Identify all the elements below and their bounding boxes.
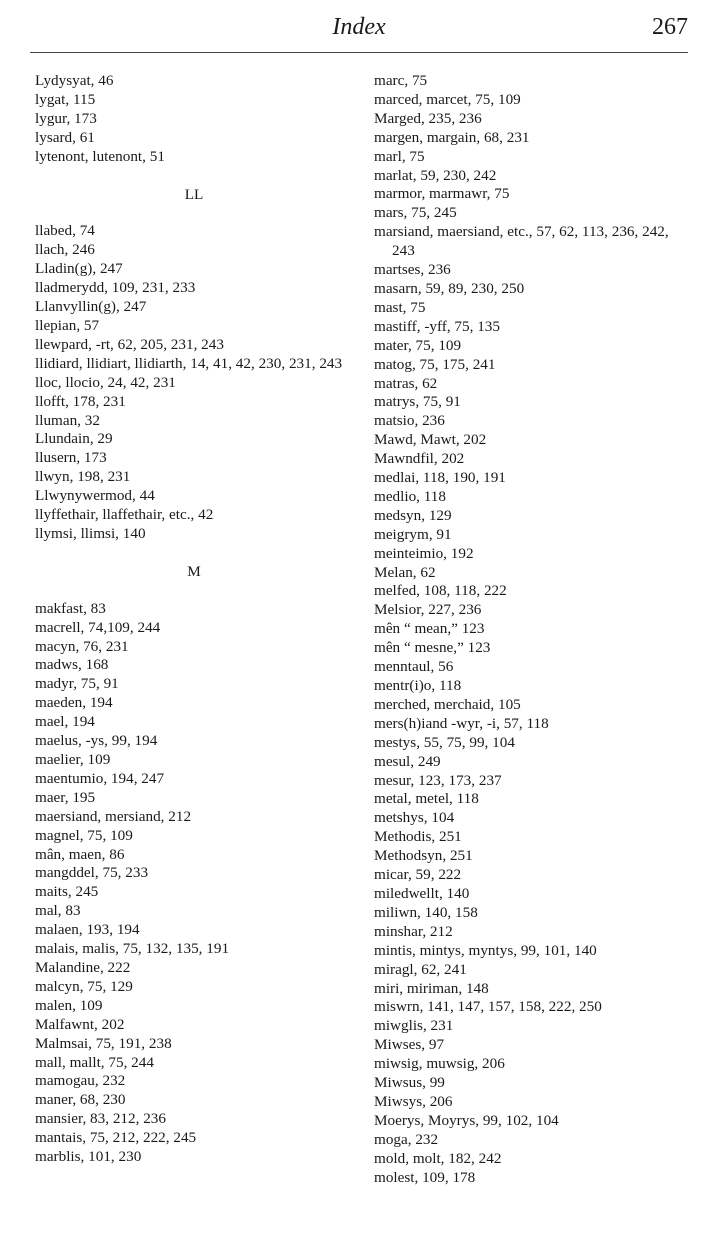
section-heading-m: M (187, 562, 201, 580)
index-entry: mater, 75, 109 (374, 336, 462, 354)
index-entry: marl, 75 (374, 147, 425, 165)
section-heading-ll: LL (184, 185, 204, 203)
index-entry: metshys, 104 (374, 809, 455, 827)
index-entry: matsio, 236 (374, 412, 445, 430)
index-entry: miri, miriman, 148 (374, 979, 489, 997)
index-entry: mên “ mean,” 123 (374, 620, 485, 638)
index-entry: malais, malis, 75, 132, 135, 191 (35, 940, 230, 958)
entry-list-right (374, 72, 694, 1187)
entry-list-ll (35, 222, 353, 543)
index-entry: masarn, 59, 89, 230, 250 (374, 279, 525, 297)
index-entry: meigrym, 91 (374, 525, 452, 543)
page-header (30, 12, 688, 50)
index-entry: llach, 246 (35, 241, 95, 259)
index-entry: macyn, 76, 231 (35, 637, 129, 655)
index-entry: moga, 232 (374, 1130, 439, 1148)
index-entry: molest, 109, 178 (374, 1168, 476, 1186)
index-entry: llofft, 178, 231 (35, 392, 126, 410)
index-entry: maelier, 109 (35, 751, 111, 768)
index-entry: Melan, 62 (374, 563, 436, 581)
index-entry: mesur, 123, 173, 237 (374, 771, 502, 789)
index-entry: Methodis, 251 (374, 828, 462, 846)
index-entry: llusern, 173 (35, 449, 107, 467)
index-entry: Lladin(g), 247 (35, 260, 123, 278)
index-entry: Mawd, Mawt, 202 (374, 431, 487, 449)
index-entry: lytenont, lutenont, 51 (35, 147, 165, 165)
index-entry: mars, 75, 245 (374, 204, 457, 222)
index-entry: malen, 109 (35, 996, 103, 1014)
index-entry: mastiff, -yff, 75, 135 (374, 317, 500, 335)
entry-list-top (35, 72, 353, 167)
index-entry: miragl, 62, 241 (374, 960, 467, 978)
index-entry: madws, 168 (35, 656, 109, 674)
index-entry: marced, marcet, 75, 109 (374, 90, 521, 108)
index-entry: maersiand, mersiand, 212 (35, 807, 192, 825)
index-entry: mên “ mesne,” 123 (374, 639, 491, 657)
index-entry: mân, maen, 86 (35, 845, 125, 863)
index-entry: mall, mallt, 75, 244 (35, 1053, 154, 1071)
index-entry: maelus, -ys, 99, 194 (35, 732, 158, 750)
index-entry: Malandine, 222 (35, 958, 131, 976)
index-column-right (374, 72, 694, 1187)
index-entry: miwsig, muwsig, 206 (374, 1055, 505, 1073)
index-entry: melfed, 108, 118, 222 (374, 582, 507, 600)
index-entry: mast, 75 (374, 298, 426, 316)
index-entry: miliwn, 140, 158 (374, 903, 478, 921)
index-entry: Lydysyat, 46 (35, 72, 114, 89)
index-entry: Malfawnt, 202 (35, 1015, 125, 1033)
index-entry: minshar, 212 (374, 922, 453, 940)
header-rule (30, 52, 688, 53)
index-entry: miswrn, 141, 147, 157, 158, 222, 250 (374, 998, 602, 1016)
index-entry: Malmsai, 75, 191, 238 (35, 1034, 172, 1052)
index-column-left (35, 72, 353, 1167)
index-entry: Llanvyllin(g), 247 (35, 298, 147, 316)
index-entry: meinteimio, 192 (374, 544, 474, 562)
index-entry: llwyn, 198, 231 (35, 468, 131, 486)
index-entry: mansier, 83, 212, 236 (35, 1110, 166, 1128)
index-entry: lygur, 173 (35, 109, 97, 127)
index-entry: marblis, 101, 230 (35, 1148, 142, 1166)
index-entry: llymsi, llimsi, 140 (35, 524, 146, 542)
index-entry: Methodsyn, 251 (374, 847, 473, 865)
index-entry: mold, molt, 182, 242 (374, 1149, 502, 1167)
index-entry: martses, 236 (374, 261, 451, 279)
index-entry: maentumio, 194, 247 (35, 769, 165, 787)
index-entry: marlat, 59, 230, 242 (374, 166, 497, 184)
page-number: 267 (652, 14, 688, 40)
index-entry: menntaul, 56 (374, 658, 454, 676)
index-entry: matog, 75, 175, 241 (374, 355, 496, 373)
index-entry: Melsior, 227, 236 (374, 601, 482, 619)
index-entry: mesul, 249 (374, 752, 441, 770)
index-entry: marmor, marmawr, 75 (374, 185, 510, 203)
index-entry: makfast, 83 (35, 599, 106, 617)
index-entry: llewpard, -rt, 62, 205, 231, 243 (35, 335, 224, 353)
index-entry: llyffethair, llaffethair, etc., 42 (35, 506, 214, 524)
index-entry: lladmerydd, 109, 231, 233 (35, 279, 196, 297)
index-entry: maner, 68, 230 (35, 1091, 126, 1109)
index-entry: miwglis, 231 (374, 1017, 454, 1035)
index-entry: Marged, 235, 236 (374, 109, 482, 127)
index-entry: medlai, 118, 190, 191 (374, 469, 506, 487)
index-entry: maits, 245 (35, 883, 99, 901)
index-entry: llidiard, llidiart, llidiarth, 14, 41, 42, 230, 231, 243 (35, 354, 343, 372)
index-entry: lysard, 61 (35, 128, 95, 146)
index-entry: mestys, 55, 75, 99, 104 (374, 733, 515, 751)
index-entry: mal, 83 (35, 902, 81, 920)
index-entry: lloc, llocio, 24, 42, 231 (35, 373, 176, 391)
index-entry: micar, 59, 222 (374, 866, 462, 884)
index-entry: llepian, 57 (35, 316, 100, 334)
index-entry: magnel, 75, 109 (35, 826, 133, 844)
index-entry: marsiand, maersiand, etc., 57, 62, 113, 236, 242, 243 (374, 223, 669, 260)
index-entry: matras, 62 (374, 374, 438, 392)
index-entry: miledwellt, 140 (374, 884, 470, 902)
index-entry: mintis, mintys, myntys, 99, 101, 140 (374, 941, 597, 959)
index-entry: mamogau, 232 (35, 1072, 126, 1090)
index-entry: marc, 75 (374, 72, 428, 89)
index-entry: lluman, 32 (35, 411, 100, 429)
index-entry: Moerys, Moyrys, 99, 102, 104 (374, 1111, 559, 1129)
index-entry: lygat, 115 (35, 90, 96, 108)
index-entry: llabed, 74 (35, 222, 95, 240)
index-entry: merched, merchaid, 105 (374, 695, 521, 713)
index-entry: malaen, 193, 194 (35, 921, 140, 939)
index-entry: mael, 194 (35, 713, 95, 731)
index-entry: mangddel, 75, 233 (35, 864, 149, 882)
index-entry: Mawndfil, 202 (374, 450, 465, 468)
index-entry: margen, margain, 68, 231 (374, 128, 530, 146)
index-entry: Miwsys, 206 (374, 1092, 453, 1110)
index-entry: metal, metel, 118 (374, 790, 479, 808)
index-entry: mentr(i)o, 118 (374, 677, 462, 694)
index-entry: matrys, 75, 91 (374, 393, 461, 411)
index-entry: mers(h)iand -wyr, -i, 57, 118 (374, 714, 549, 732)
index-entry: madyr, 75, 91 (35, 675, 119, 693)
index-entry: Miwses, 97 (374, 1036, 445, 1054)
index-entry: medsyn, 129 (374, 506, 452, 524)
index-entry: Miwsus, 99 (374, 1074, 445, 1092)
entry-list-m (35, 600, 353, 1167)
running-head: Index (332, 14, 386, 40)
index-entry: mantais, 75, 212, 222, 245 (35, 1129, 197, 1147)
index-entry: Llwynywermod, 44 (35, 487, 155, 505)
index-entry: malcyn, 75, 129 (35, 977, 133, 995)
index-entry: macrell, 74,109, 244 (35, 618, 161, 636)
index-entry: maer, 195 (35, 788, 96, 806)
index-entry: medlio, 118 (374, 487, 446, 505)
index-entry: maeden, 194 (35, 694, 113, 712)
index-entry: Llundain, 29 (35, 430, 113, 448)
